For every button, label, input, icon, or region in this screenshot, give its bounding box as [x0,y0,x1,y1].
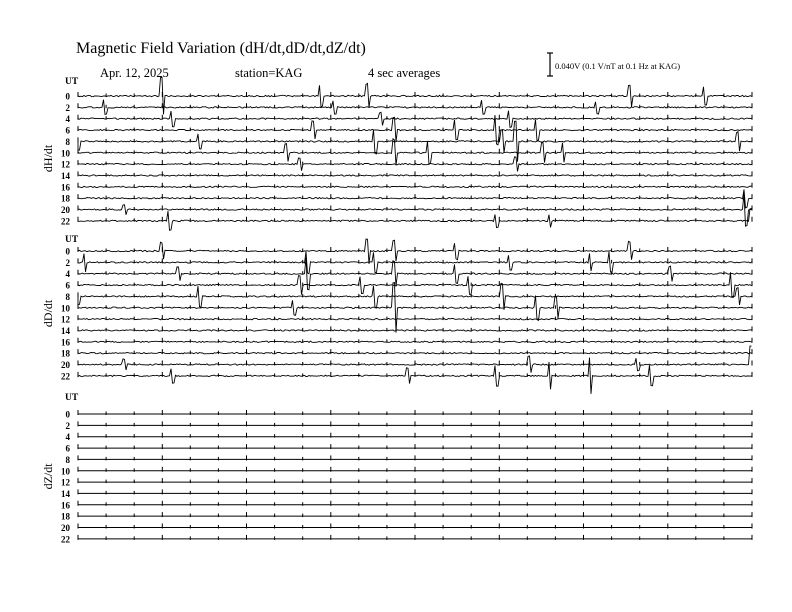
hour-tick-label: 2 [65,420,70,431]
hour-tick-label: 12 [61,314,70,325]
time-axis-label: UT [65,393,79,403]
hour-tick-label: 0 [65,91,70,102]
hour-tick-label: 20 [61,523,70,533]
hour-tick-label: 20 [61,205,70,215]
hour-tick-label: 18 [61,348,70,359]
hour-tick-label: 4 [65,269,70,280]
panel-ylabel: dZ/dt [41,463,55,490]
hour-tick-label: 10 [61,148,70,159]
hour-tick-label: 0 [65,409,70,420]
chart-title: Magnetic Field Variation (dH/dt,dD/dt,dZ/dt) [76,40,366,57]
hour-tick-label: 14 [61,170,70,181]
hour-tick-label: 16 [61,182,70,193]
averaging-label: 4 sec averages [368,66,441,80]
hour-tick-label: 16 [61,337,70,348]
hour-tick-label: 8 [65,136,70,147]
hour-tick-label: 22 [61,371,70,382]
hour-tick-label: 8 [65,291,70,302]
panel-ylabel: dH/dt [41,144,55,173]
time-axis-label: UT [65,235,79,245]
hour-tick-label: 6 [65,280,70,291]
hour-tick-label: 18 [61,193,70,204]
hour-tick-label: 4 [65,432,70,443]
scale-bar-label: 0.040V (0.1 V/nT at 0.1 Hz at KAG) [555,61,681,71]
time-axis-label: UT [65,77,79,87]
hour-tick-label: 10 [61,303,70,314]
hour-tick-label: 14 [61,488,70,499]
hour-tick-label: 12 [61,159,70,170]
hour-tick-label: 10 [61,466,70,477]
hour-tick-label: 22 [61,534,70,545]
hour-tick-label: 16 [61,500,70,511]
station-label: station=KAG [235,66,303,80]
date-label: Apr. 12, 2025 [100,66,169,80]
hour-tick-label: 6 [65,443,70,454]
hour-tick-label: 8 [65,454,70,465]
panels [41,77,752,544]
scale-bar [547,53,553,76]
panel-ylabel: dD/dt [41,299,55,328]
hour-tick-label: 2 [65,102,70,113]
hour-tick-label: 6 [65,125,70,136]
hour-tick-label: 2 [65,257,70,268]
hour-tick-label: 0 [65,246,70,257]
hour-tick-label: 22 [61,216,70,227]
hour-tick-label: 14 [61,325,70,336]
hour-tick-label: 18 [61,511,70,522]
hour-tick-label: 20 [61,360,70,370]
hour-tick-label: 12 [61,477,70,488]
hour-tick-label: 4 [65,114,70,125]
